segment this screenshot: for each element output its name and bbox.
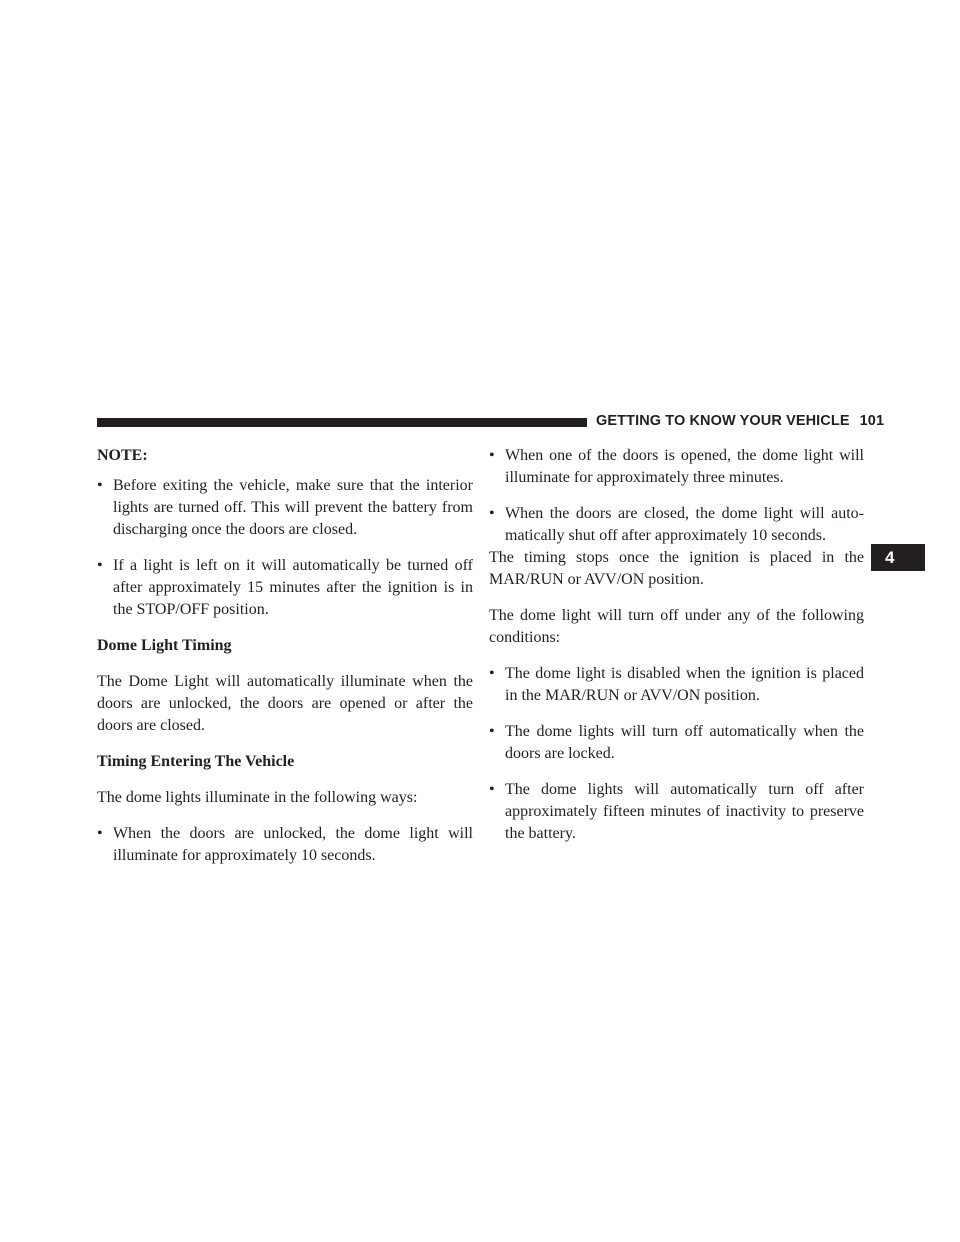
bullet-icon: • [489, 665, 495, 682]
off-conditions-list [489, 663, 864, 845]
bullet-icon: • [489, 447, 495, 464]
list-item: • When the doors are closed, the dome light will auto-matically shut off after approximately 10 seconds. [489, 505, 864, 544]
note-list [97, 475, 473, 621]
header-rule [97, 418, 587, 427]
bullet-icon: • [489, 781, 495, 798]
list-item: • Before exiting the vehicle, make sure that the interior lights are turned off. This will prevent the battery from discharging once the doors are closed. [97, 477, 473, 538]
bullet-icon: • [489, 723, 495, 740]
chapter-tab: 4 [871, 544, 925, 571]
bullet-icon: • [489, 505, 495, 522]
section-title: GETTING TO KNOW YOUR VEHICLE [596, 413, 850, 429]
note-label: NOTE: [97, 447, 148, 464]
bullet-icon: • [97, 557, 103, 574]
page-number: 101 [859, 413, 885, 429]
paragraph: The dome lights illuminate in the following ways: [97, 789, 418, 806]
left-column [97, 445, 473, 881]
list-item: • The dome light is disabled when the ignition is placed in the MAR/RUN or AVV/ON position. [489, 665, 864, 704]
bullet-icon: • [97, 825, 103, 842]
list-item: • The dome lights will turn off automatically when the doors are locked. [489, 723, 864, 762]
section-heading: Dome Light Timing [97, 637, 232, 654]
entering-list-continued [489, 445, 864, 547]
paragraph: The dome light will turn off under any of the following conditions: [489, 607, 864, 646]
running-header [596, 413, 884, 429]
paragraph: The Dome Light will automatically illuminate when the doors are unlocked, the doors are opened or after the doors are closed. [97, 673, 473, 734]
section-heading: Timing Entering The Vehicle [97, 753, 295, 770]
entering-list [97, 823, 473, 867]
right-column [489, 445, 864, 845]
list-item: • When the doors are unlocked, the dome light will illuminate for approximately 10 seconds. [97, 825, 473, 864]
paragraph: The timing stops once the ignition is placed in the MAR/RUN or AVV/ON position. [489, 549, 864, 588]
list-item: • The dome lights will automatically turn off after approximately fifteen minutes of inactivity to preserve the battery. [489, 781, 864, 842]
list-item: • If a light is left on it will automatically be turned off after approximately 15 minutes after the ignition is in the STOP/OFF position. [97, 557, 473, 618]
list-item: • When one of the doors is opened, the dome light will illuminate for approximately three minutes. [489, 447, 864, 486]
bullet-icon: • [97, 477, 103, 494]
